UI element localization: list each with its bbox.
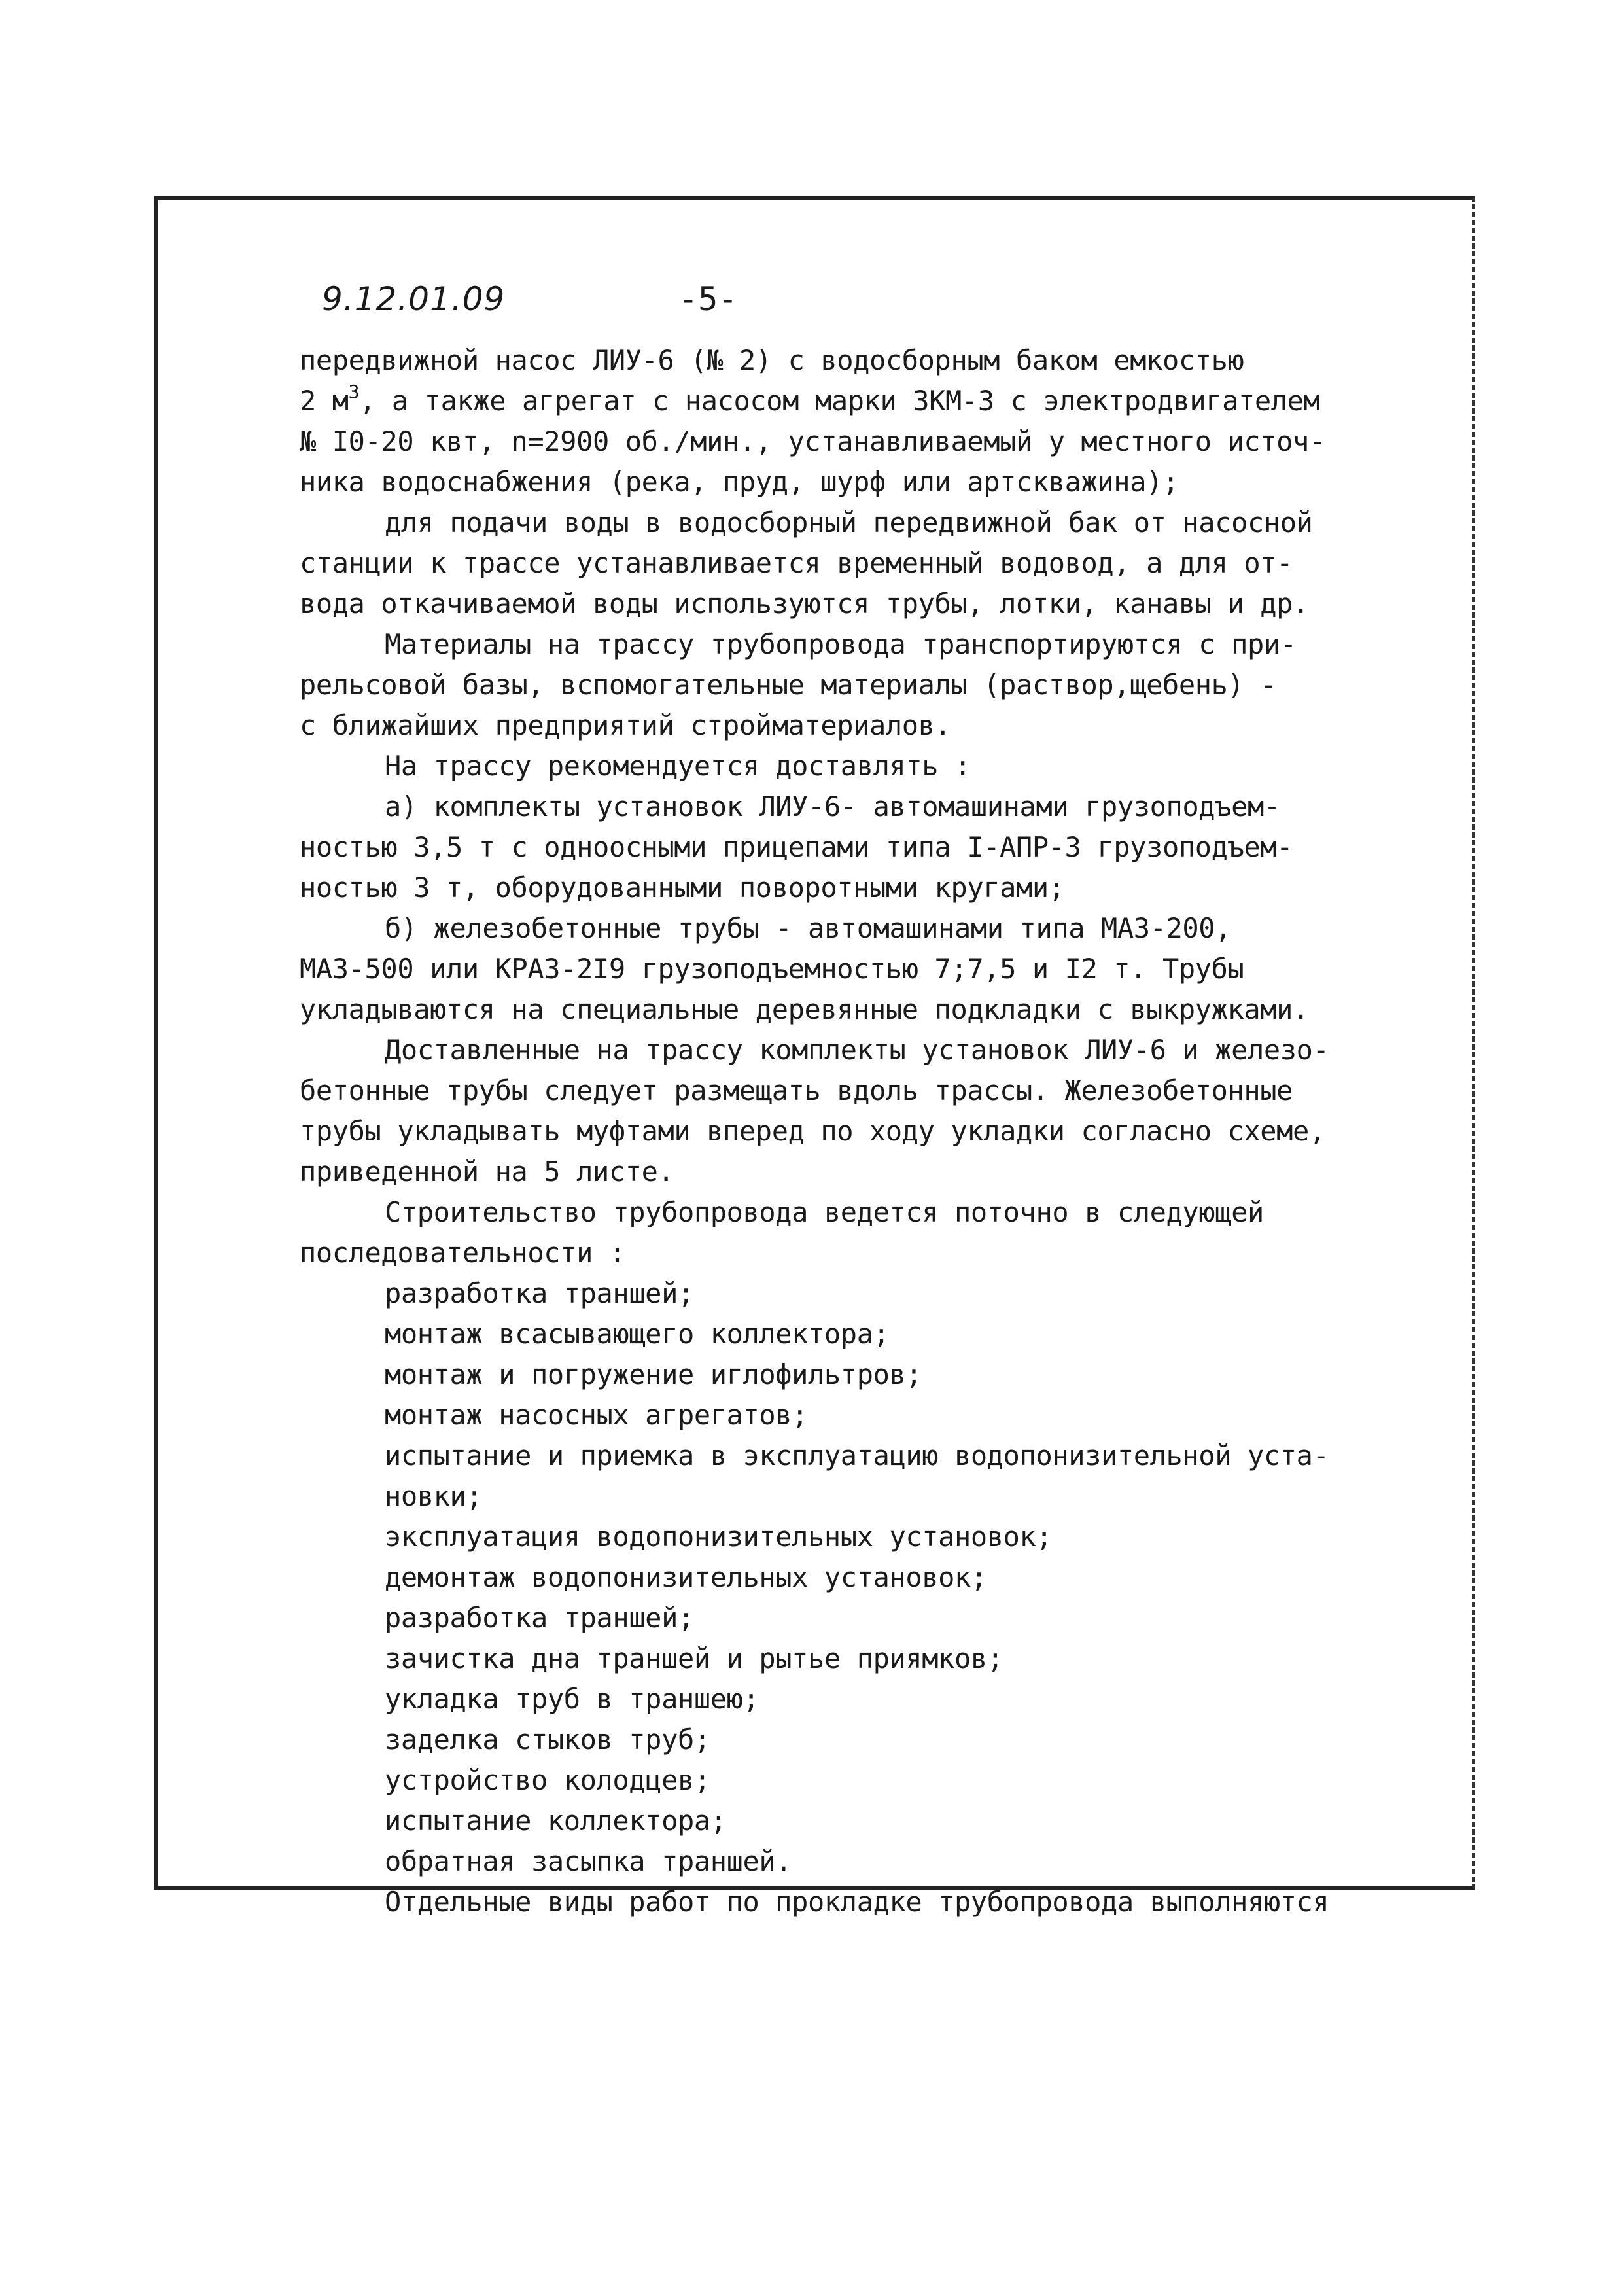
text-line: станции к трассе устанавливается временный водовод, а для от- — [300, 547, 1293, 579]
superscript: 3 — [348, 381, 360, 402]
text-line: вода откачиваемой воды используются трубы, лотки, канавы и др. — [300, 588, 1309, 620]
page-header — [322, 280, 1434, 332]
text-line: На трассу рекомендуется доставлять : — [385, 750, 971, 782]
text-line: последовательности : — [300, 1237, 625, 1269]
list-item: разработка траншей; — [385, 1277, 694, 1309]
text-line: а) комплекты установок ЛИУ-6- автомашинами грузоподъем- — [385, 790, 1280, 822]
page-number: -5- — [678, 280, 738, 318]
text-line: Строительство трубопровода ведется поточно в следующей — [385, 1196, 1264, 1228]
text-line: МАЗ-500 или КРАЗ-2I9 грузоподъемностью 7;7,5 и I2 т. Трубы — [300, 953, 1244, 985]
text-line: с ближайших предприятий стройматериалов. — [300, 709, 951, 741]
document-code: 9.12.01.09 — [322, 280, 506, 318]
list-item: обратная засыпка траншей. — [385, 1845, 792, 1877]
list-item: монтаж и погружение иглофильтров; — [385, 1358, 922, 1390]
text-line: приведенной на 5 листе. — [300, 1156, 674, 1188]
list-item: устройство колодцев; — [385, 1764, 710, 1796]
text-line: рельсовой базы, вспомогательные материалы (раствор,щебень) - — [300, 669, 1277, 701]
text-line: Материалы на трассу трубопровода транспортируются с при- — [385, 628, 1297, 660]
text-line: трубы укладывать муфтами вперед по ходу укладки согласно схеме, — [300, 1115, 1325, 1147]
text-line: ника водоснабжения (река, пруд, шурф или артскважина); — [300, 466, 1179, 498]
list-item: новки; — [385, 1480, 483, 1512]
list-item: укладка труб в траншею; — [385, 1683, 759, 1715]
list-item: разработка траншей; — [385, 1602, 694, 1634]
list-item: демонтаж водопонизительных установок; — [385, 1561, 987, 1593]
list-item: заделка стыков труб; — [385, 1723, 710, 1756]
list-item: эксплуатация водопонизительных установок; — [385, 1521, 1053, 1553]
list-item: монтаж всасывающего коллектора; — [385, 1318, 890, 1350]
list-item: испытание и приемка в эксплуатацию водопонизительной уста- — [385, 1439, 1329, 1472]
text-line: укладываются на специальные деревянные подкладки с выкружками. — [300, 993, 1309, 1025]
text-line: бетонные трубы следует размещать вдоль трассы. Железобетонные — [300, 1074, 1293, 1106]
text-line: передвижной насос ЛИУ-6 (№ 2) с водосборным баком емкостью — [300, 344, 1244, 376]
text-line — [300, 381, 1402, 421]
text-line: для подачи воды в водосборный передвижной бак от насосной — [385, 506, 1313, 539]
text-line: ностью 3 т, оборудованными поворотными кругами; — [300, 872, 1065, 904]
text-fragment: 2 м — [300, 385, 349, 417]
text-line: Отдельные виды работ по прокладке трубопровода выполняются — [385, 1886, 1329, 1918]
text-line: б) железобетонные трубы - автомашинами типа МАЗ-200, — [385, 912, 1232, 944]
list-item: монтаж насосных агрегатов; — [385, 1399, 809, 1431]
document-body — [300, 340, 1402, 1922]
text-line: Доставленные на трассу комплекты установок ЛИУ-6 и железо- — [385, 1034, 1329, 1066]
text-line: ностью 3,5 т с одноосными прицепами типа I-АПР-3 грузоподъем- — [300, 831, 1293, 863]
text-fragment: , а также агрегат с насосом марки ЗКМ-3 с электродвигателем — [359, 385, 1320, 417]
list-item: испытание коллектора; — [385, 1805, 727, 1837]
list-item: зачистка дна траншей и рытье приямков; — [385, 1642, 1003, 1674]
text-line: № I0-20 квт, n=2900 об./мин., устанавливаемый у местного источ- — [300, 425, 1325, 457]
